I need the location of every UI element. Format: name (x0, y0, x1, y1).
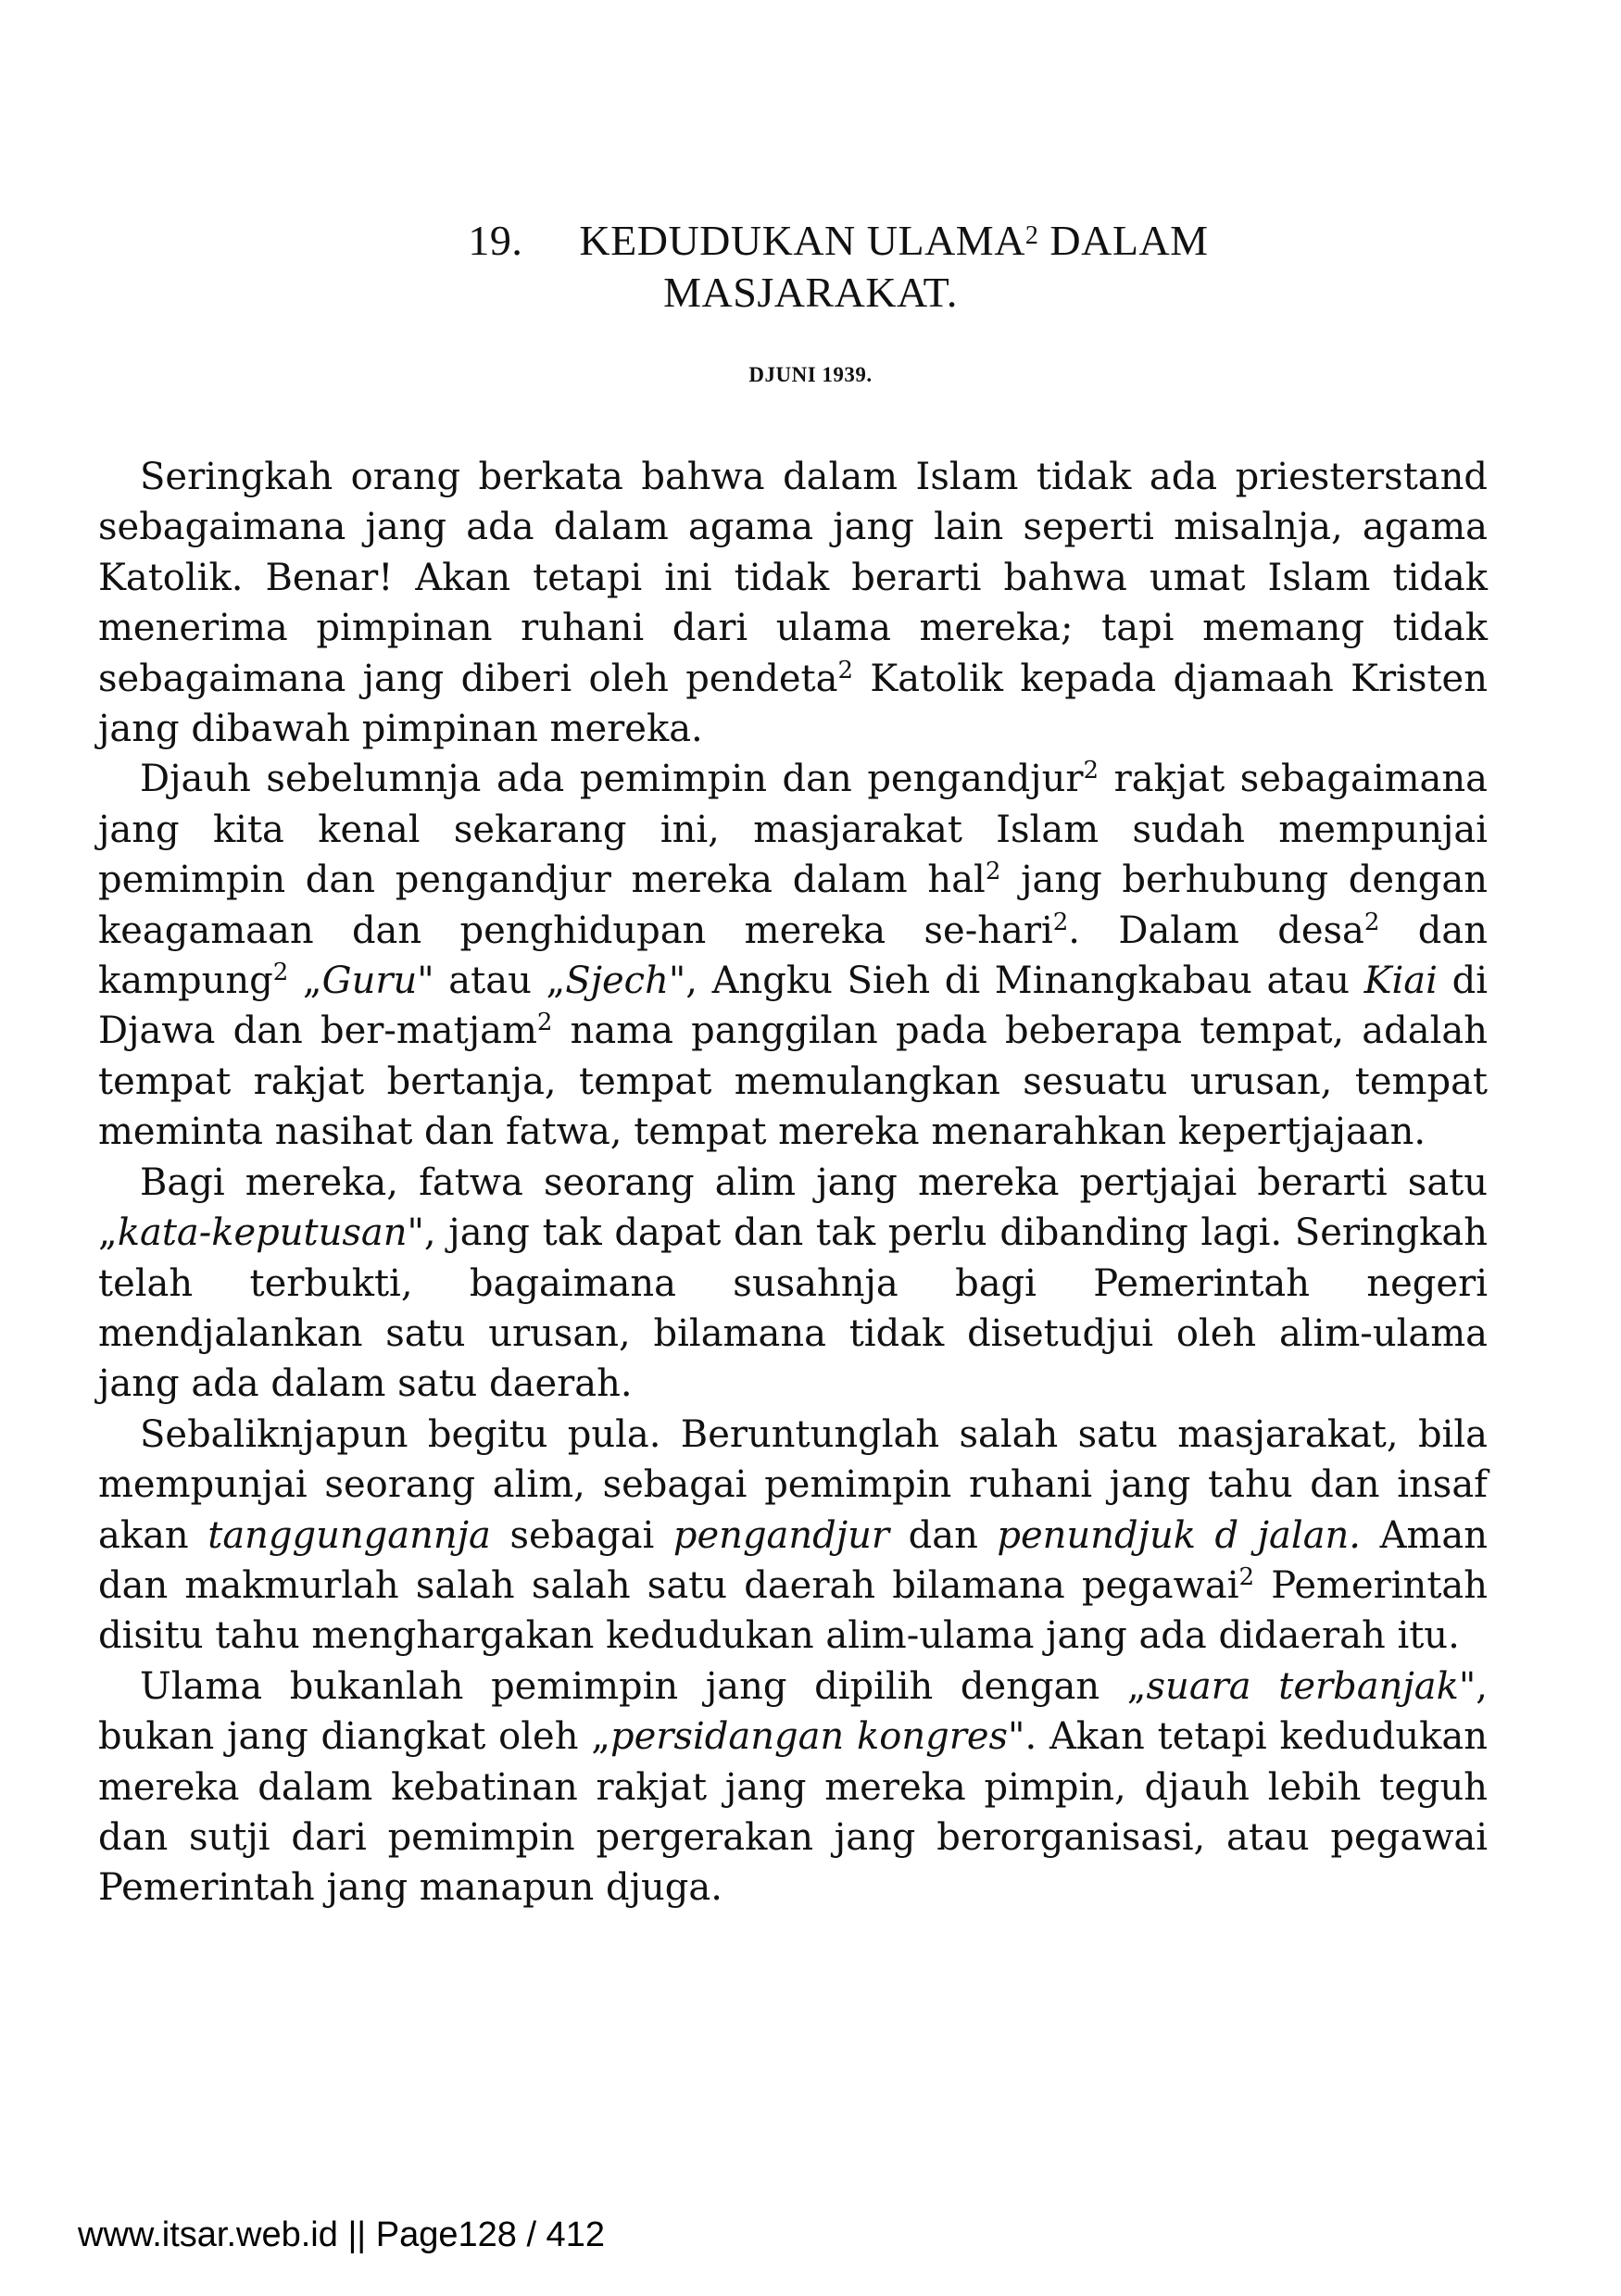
chapter-title-line-2: MASJARAKAT. (663, 269, 958, 316)
superscript: 2 (1024, 221, 1039, 250)
superscript: 2 (272, 959, 289, 987)
chapter-title-line-1 (0, 215, 1621, 267)
chapter-title-text: KEDUDUKAN ULAMA (579, 217, 1025, 264)
text-run: ", Angku Sieh di Minangkabau atau (668, 960, 1364, 1003)
body-text (98, 452, 1488, 1913)
text-run: Katolik kepada djamaah Kristen jang dibawah pimpinan mereka. (98, 657, 1488, 751)
text-run: Sebaliknjapun begitu pula. Beruntunglah salah satu masjarakat, bila mempunjai seorang alim, sebagai pemimpin ruhani jang tahu dan insaf akan (98, 1412, 1488, 1557)
text-run: Seringkah orang berkata bahwa dalam Islam tidak ada priesterstand sebagaimana jang ada dalam agama jang lain seperti misalnja, agama Katolik. Benar! Akan tetapi ini tidak berarti bahwa umat Islam tidak menerima pimpinan ruhani dari ulama mereka; tapi memang tidak sebagaimana jang diberi oleh pendeta (98, 456, 1488, 700)
chapter-date: DJUNI 1939. (748, 363, 873, 386)
text-run: sebagai (490, 1513, 673, 1557)
italic-term: Guru (321, 960, 418, 1003)
text-run: Djauh sebelumnja ada pemimpin dan pengandjur (140, 758, 1084, 801)
superscript: 2 (1363, 908, 1380, 936)
chapter-heading (0, 215, 1621, 319)
italic-term: suara terbanjak (1146, 1664, 1459, 1708)
italic-term: penundjuk d jalan. (997, 1513, 1362, 1557)
paragraph-2 (98, 754, 1488, 1157)
superscript: 2 (1052, 908, 1069, 936)
superscript: 2 (1083, 757, 1100, 785)
superscript: 2 (985, 858, 1001, 886)
text-run: " atau „ (417, 960, 566, 1003)
italic-term: kata-keputusan (117, 1211, 408, 1255)
text-run: di Djawa dan ber-matjam (98, 960, 1488, 1053)
chapter-title-text-end: DALAM (1038, 217, 1209, 264)
page-footer: www.itsar.web.id || Page128 / 412 (78, 2215, 605, 2254)
italic-term: Kiai (1363, 960, 1438, 1003)
text-run: Bagi mereka, fatwa seorang alim jang mereka pertjajai berarti satu „ (98, 1161, 1488, 1255)
superscript: 2 (536, 1009, 553, 1037)
italic-term: tanggungannja (207, 1513, 491, 1557)
text-run: ", jang tak dapat dan tak perlu dibanding lagi. Seringkah telah terbukti, bagaimana susahnja bagi Pemerintah negeri mendjalankan satu urusan, bilamana tidak disetudjui oleh alim-ulama jang ada dalam satu daerah. (98, 1211, 1488, 1406)
italic-term: pengandjur (672, 1513, 890, 1557)
text-run: . Dalam desa (1068, 909, 1364, 952)
superscript: 2 (837, 656, 853, 684)
paragraph-3 (98, 1158, 1488, 1410)
text-run: ", bukan jang diangkat oleh „ (98, 1664, 1488, 1759)
text-run: dan kampung (98, 909, 1488, 1003)
text-run: Ulama bukanlah pemimpin jang dipilih dengan „ (140, 1664, 1147, 1708)
text-run: jang berhubung dengan keagamaan dan penghidupan mereka se-hari (98, 859, 1489, 952)
text-run: ". Akan tetapi kedudukan mereka dalam kebatinan rakjat jang mereka pimpin, djauh lebih teguh dan sutji dari pemimpin pergerakan jang berorganisasi, atau pegawai Pemerintah jang manapun djuga. (98, 1715, 1488, 1910)
text-run: rakjat sebagaimana jang kita kenal sekarang ini, masjarakat Islam sudah mempunjai pemimpin dan pengandjur mereka dalam hal (98, 758, 1489, 902)
text-run: dan (889, 1513, 998, 1557)
text-run: Pemerintah disitu tahu menghargakan kedudukan alim-ulama jang ada didaerah itu. (98, 1563, 1488, 1658)
paragraph-5 (98, 1662, 1488, 1913)
italic-term: Sjech (565, 960, 669, 1003)
superscript: 2 (1238, 1562, 1255, 1591)
text-run: nama panggilan pada beberapa tempat, adalah tempat rakjat bertanja, tempat memulangkan sesuatu urusan, tempat meminta nasihat dan fatwa, tempat mereka menarahkan kepertjajaan. (98, 1010, 1488, 1154)
chapter-number: 19. (468, 217, 523, 264)
italic-term: persidangan kongres (610, 1715, 1009, 1759)
paragraph-1 (98, 452, 1488, 754)
text-run: Aman dan makmurlah salah salah satu daerah bilamana pegawai (98, 1513, 1488, 1607)
paragraph-4 (98, 1410, 1488, 1662)
text-run: „ (288, 960, 322, 1003)
